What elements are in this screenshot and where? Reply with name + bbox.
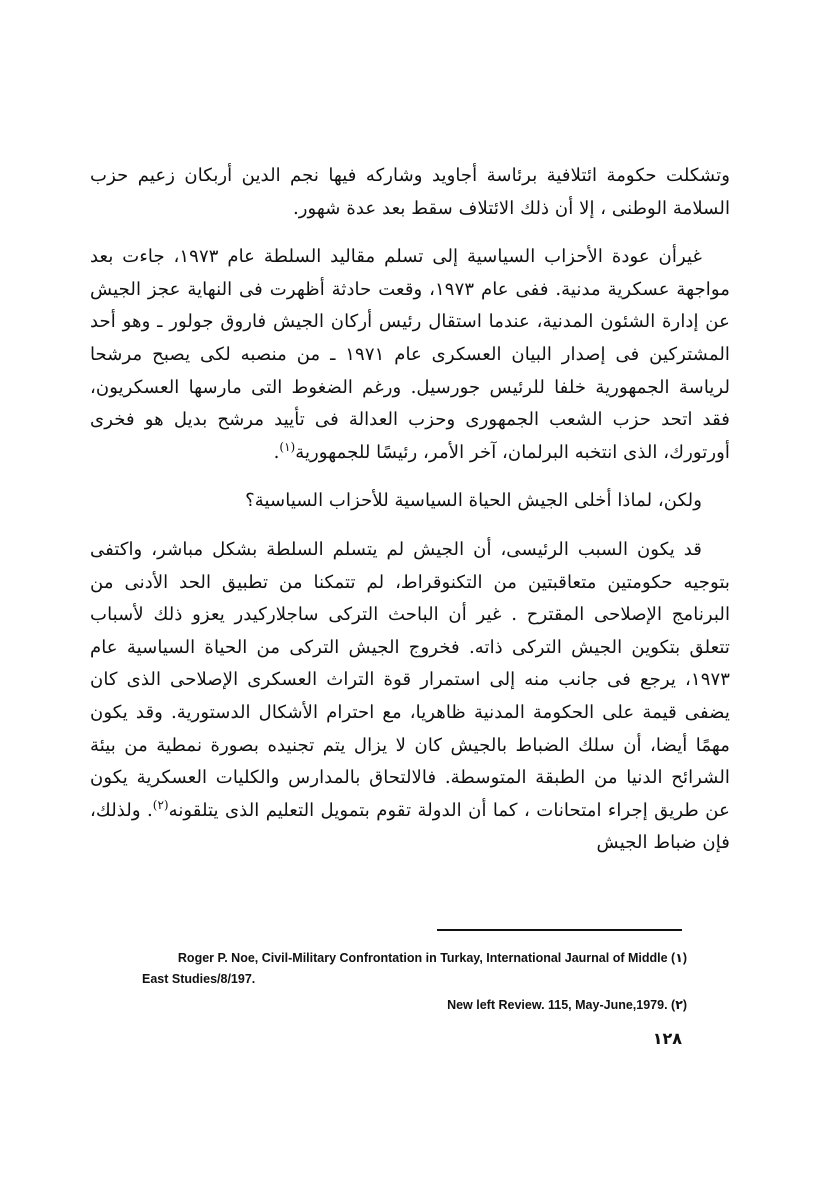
paragraph-3 [90,485,730,518]
page-number: ١٢٨ [652,1029,682,1048]
main-text [90,160,730,876]
footnote-1-line-1: Roger P. Noe, Civil-Military Confrontation in Turkay, International Jaurnal of Middle (١) [177,951,687,965]
paragraph-1 [90,160,730,225]
paragraph-1-text: وتشكلت حكومة ائتلافية برئاسة أجاويد وشاركه فيها نجم الدين أربكان زعيم حزب السلامة الوطنى ، إلا أن ذلك الائتلاف سقط بعد عدة شهور. [90,165,730,219]
footnote-1-line-2: East Studies/8/197. [142,972,256,986]
footnote-ref-1: (١) [279,439,296,454]
paragraph-3-text: ولكن، لماذا أخلى الجيش الحياة السياسية للأحزاب السياسية؟ [245,490,702,512]
paragraph-2 [90,241,730,469]
footnote-2: New left Review. 115, May-June,1979. (٢) [447,998,687,1012]
paragraph-4 [90,534,730,860]
paragraph-2-text: غيرأن عودة الأحزاب السياسية إلى تسلم مقاليد السلطة عام ١٩٧٣، جاءت بعد مواجهة عسكرية مدنية. ففى عام ١٩٧٣، وقعت حادثة أظهرت فى النهاية عجز الجيش عن إدارة الشئون المدنية، عندما استقال رئيس أركان الجيش فاروق جولور ـ وهو أحد المشتركين فى إصدار البيان العسكرى عام ١٩٧١ ـ من منصبه لكى يصبح مرشحا لرياسة الجمهورية خلفا للرئيس جورسيل. ورغم الضغوط التى مارسها العسكريون، فقد اتحد حزب الشعب الجمهورى وحزب العدالة فى تأييد مرشح بديل هو فخرى أورتورك، الذى انتخبه البرلمان، آخر الأمر، رئيسًا للجمهورية [90,246,730,463]
footnote-separator [437,929,682,931]
paragraph-2-end: . [273,441,280,463]
paragraph-4-end: . ولذلك، فإن ضباط الجيش [90,799,730,854]
paragraph-4-text: قد يكون السبب الرئيسى، أن الجيش لم يتسلم السلطة بشكل مباشر، واكتفى بتوجيه حكومتين متعاقبتين من التكنوقراط، لم تتمكنا من تطبيق الحد الأدنى من البرنامج الإصلاحى المقترح . غير أن الباحث التركى ساجلاركيدر يعزو ذلك لأسباب تتعلق بتكوين الجيش التركى ذاته. فخروج الجيش التركى من الحياة السياسية عام ١٩٧٣، يرجع فى جانب منه إلى استمرار قوة التراث العسكرى الإصلاحى الذى كان يضفى قيمة على الحكومة المدنية ظاهريا، مع احترام الأشكال الدستورية. وقد يكون مهمًا أيضا، أن سلك الضباط بالجيش كان لا يزال يتم تجنيده بصورة نمطية من بيئة الشرائح الدنيا من الطبقة المتوسطة. فالالتحاق بالمدارس والكليات العسكرية يكون عن طريق إجراء امتحانات ، كما أن الدولة تقوم بتمويل التعليم الذى يتلقونه [90,538,730,821]
footnote-ref-2: (٢) [152,797,169,812]
